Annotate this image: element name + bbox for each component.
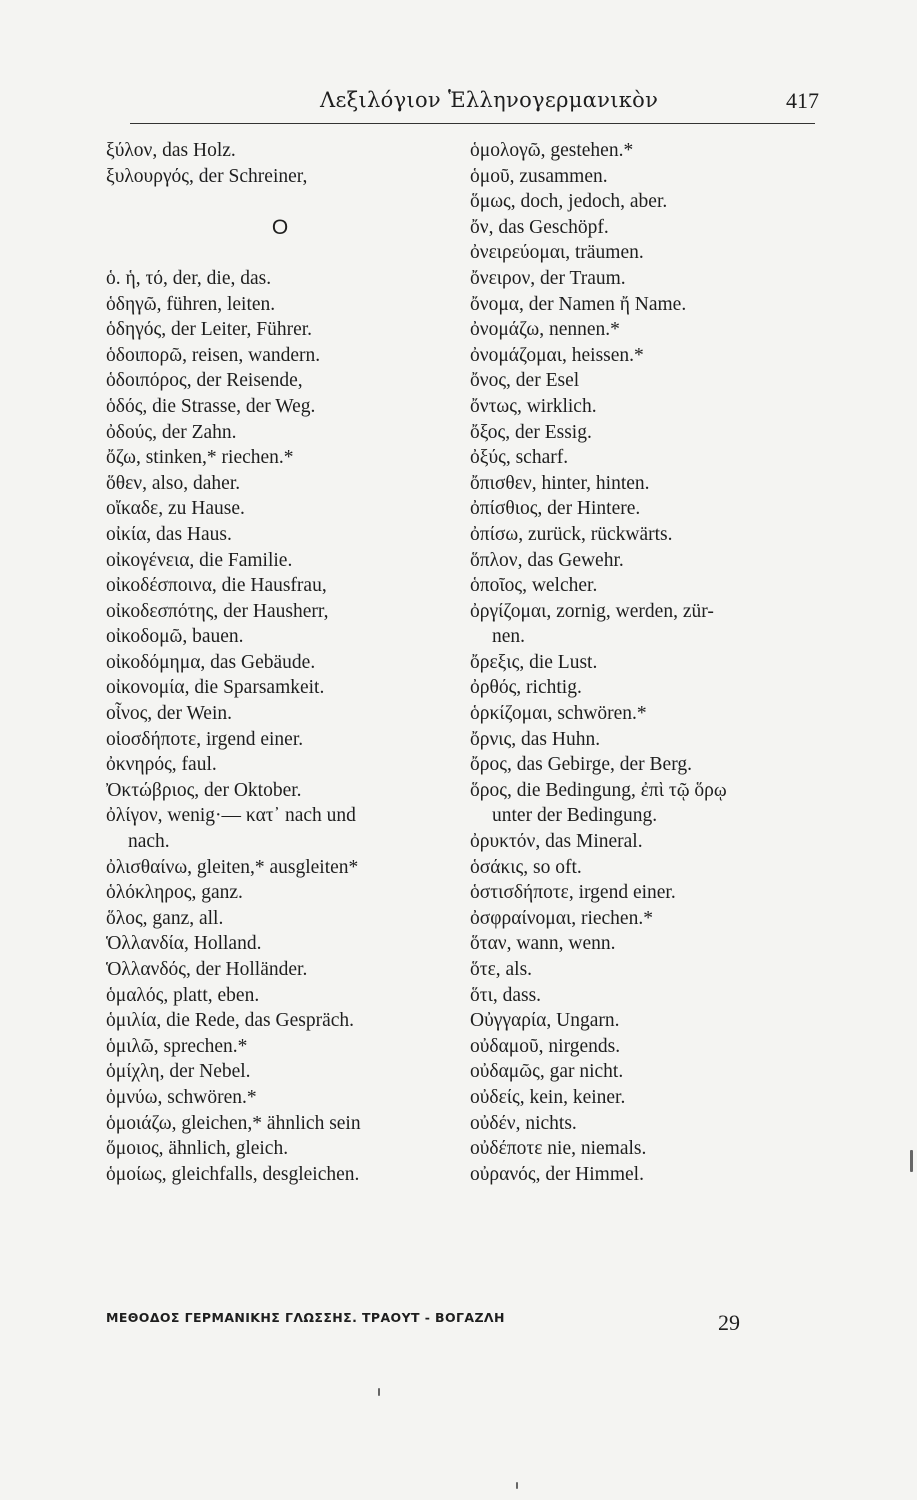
entry: ὁ. ἡ, τό, der, die, das. (106, 267, 272, 289)
entry: Οὐγγαρία, Ungarn. (470, 1010, 620, 1032)
entry: οἱοσδήποτε, irgend einer. (106, 728, 304, 750)
spacer (106, 240, 454, 266)
entry: ὄζω, stinken,* riechen.* (106, 447, 294, 469)
entry: ὁποῖος, welcher. (470, 575, 598, 597)
entry: ὄνειρον, der Traum. (470, 267, 626, 289)
entry: ὄνομα, der Namen ἤ Name. (470, 293, 687, 315)
entry: ὁμοιάζω, gleichen,* ähnlich sein (106, 1112, 361, 1134)
entry: ὁρκίζομαι, schwören.* (470, 703, 647, 725)
entry: ὁδηγός, der Leiter, Führer. (106, 319, 313, 341)
entry: ὁμίχλη, der Nebel. (106, 1061, 251, 1083)
entry: ὀλισθαίνω, gleiten,* ausgleiten* (106, 856, 359, 878)
entry: ὄν, das Geschöpf. (470, 216, 609, 238)
footer-book-note: ΜΕΘΟΔΟΣ ΓΕΡΜΑΝΙΚΗΣ ΓΛΩΣΣΗΣ. ΤΡΑΟΥΤ - ΒΟΓΑΖΛΗ (106, 1310, 505, 1325)
entry: οἰκονομία, die Sparsamkeit. (106, 677, 325, 699)
entry: ὅτε, als. (470, 959, 533, 980)
entry: οἰκοδέσποινα, die Hausfrau, (106, 575, 327, 597)
entry: ὅλος, ganz, all. (106, 907, 224, 929)
print-speck (378, 1388, 380, 1396)
entry: Ὀκτώβριος, der Oktober. (106, 779, 302, 801)
entry: ὀκνηρός, faul. (106, 754, 217, 776)
entry: ὁσάκις, so oft. (470, 856, 582, 878)
entry: ὀρθός, richtig. (470, 677, 582, 699)
entry: ὁδός, die Strasse, der Weg. (106, 395, 316, 417)
entry: ὅτι, dass. (470, 984, 542, 1006)
entry: οἰκογένεια, die Familie. (106, 549, 293, 571)
spacer (106, 189, 454, 215)
entry: ὁμοίως, gleichfalls, desgleichen. (106, 1163, 360, 1185)
entry: οὐδέν, nichts. (470, 1112, 577, 1134)
entry: ὁλόκληρος, ganz. (106, 882, 243, 904)
entry: ὁδηγῶ, führen, leiten. (106, 293, 276, 315)
header-rule (130, 123, 815, 124)
entry: οἰκοδόμημα, das Gebäude. (106, 651, 316, 673)
entry: οὐδείς, kein, keiner. (470, 1086, 626, 1108)
entry: ὁμιλῶ, sprechen.* (106, 1035, 248, 1057)
entry: ὄρεξις, die Lust. (470, 651, 598, 673)
entry: οὐδαμοῦ, nirgends. (470, 1035, 621, 1057)
entry: ὁμαλός, platt, eben. (106, 984, 260, 1006)
entry: οὐδέποτε nie, niemals. (470, 1138, 647, 1160)
entry: οἰκία, das Haus. (106, 523, 232, 545)
entry: ὅταν, wann, wenn. (470, 933, 616, 955)
entry: ὁμολογῶ, gestehen.* (470, 140, 634, 161)
entry: ὁμιλία, die Rede, das Gespräch. (106, 1010, 355, 1032)
entry: ὁδοιπορῶ, reisen, wandern. (106, 344, 321, 366)
entry: Ὁλλανδία, Holland. (106, 933, 262, 955)
entry: οἶνος, der Wein. (106, 703, 232, 725)
entry: ξύλον, das Holz. (106, 140, 236, 161)
entry: οἴκαδε, zu Hause. (106, 498, 245, 520)
entry: ὅμως, doch, jedoch, aber. (470, 191, 668, 213)
section-letter: O (271, 215, 289, 239)
entry: ὄρνις, das Huhn. (470, 728, 601, 750)
signature-mark: 29 (718, 1310, 740, 1335)
entry: ὀρυκτόν, das Mineral. (470, 831, 643, 853)
entry: ὀξύς, scharf. (470, 447, 569, 469)
entry: ὄρος, das Gebirge, der Berg. (470, 754, 692, 776)
entry: ὀδούς, der Zahn. (106, 421, 237, 443)
entry-continuation: unter der Bedingung. (492, 805, 658, 827)
entry: ὅρος, die Bedingung, ἐπὶ τῷ ὅρῳ (470, 779, 727, 801)
entry: ὄπισθεν, hinter, hinten. (470, 472, 650, 494)
entry: ὀργίζομαι, zornig, werden, zür- (470, 600, 714, 622)
print-speck (516, 1482, 518, 1489)
entry: ὅθεν, also, daher. (106, 472, 241, 494)
entry: Ὁλλανδός, der Holländer. (106, 959, 308, 980)
entry: ὀμνύω, schwören.* (106, 1086, 257, 1108)
left-column (106, 138, 454, 1187)
entry: ὄξος, der Essig. (470, 421, 592, 443)
entry: ὀνομάζομαι, heissen.* (470, 344, 644, 366)
entry: ὀλίγον, wenig·— κατ᾽ nach und (106, 805, 356, 827)
entry: ὅμοιος, ähnlich, gleich. (106, 1138, 289, 1160)
entry: οἰκοδομῶ, bauen. (106, 626, 244, 648)
page-number: 417 (786, 88, 819, 113)
entry: ὁστισδήποτε, irgend einer. (470, 882, 676, 904)
running-title: Λεξιλόγιον Ἑλληνογερμανικὸν (320, 88, 659, 112)
entry: οὐδαμῶς, gar nicht. (470, 1061, 624, 1083)
entry: ὅπλον, das Gewehr. (470, 549, 624, 571)
entry-continuation: nach. (128, 831, 170, 853)
print-speck (910, 1150, 913, 1172)
entry: οὐρανός, der Himmel. (470, 1163, 644, 1185)
entry: ὄνος, der Esel (470, 370, 580, 392)
entry: ὀνειρεύομαι, träumen. (470, 242, 644, 264)
entry: ὁδοιπόρος, der Reisende, (106, 370, 303, 392)
entry: ὀπίσω, zurück, rückwärts. (470, 523, 673, 545)
entry-continuation: nen. (492, 626, 526, 648)
entry: ὀπίσθιος, der Hintere. (470, 498, 641, 520)
entry: ὀνομάζω, nennen.* (470, 319, 620, 341)
entry: ὁμοῦ, zusammen. (470, 165, 608, 187)
entry: ὀσφραίνομαι, riechen.* (470, 907, 653, 929)
right-column (470, 138, 815, 1187)
entry: ξυλουργός, der Schreiner, (106, 165, 308, 187)
entry: ὄντως, wirklich. (470, 395, 597, 417)
entry: οἰκοδεσπότης, der Hausherr, (106, 600, 329, 622)
